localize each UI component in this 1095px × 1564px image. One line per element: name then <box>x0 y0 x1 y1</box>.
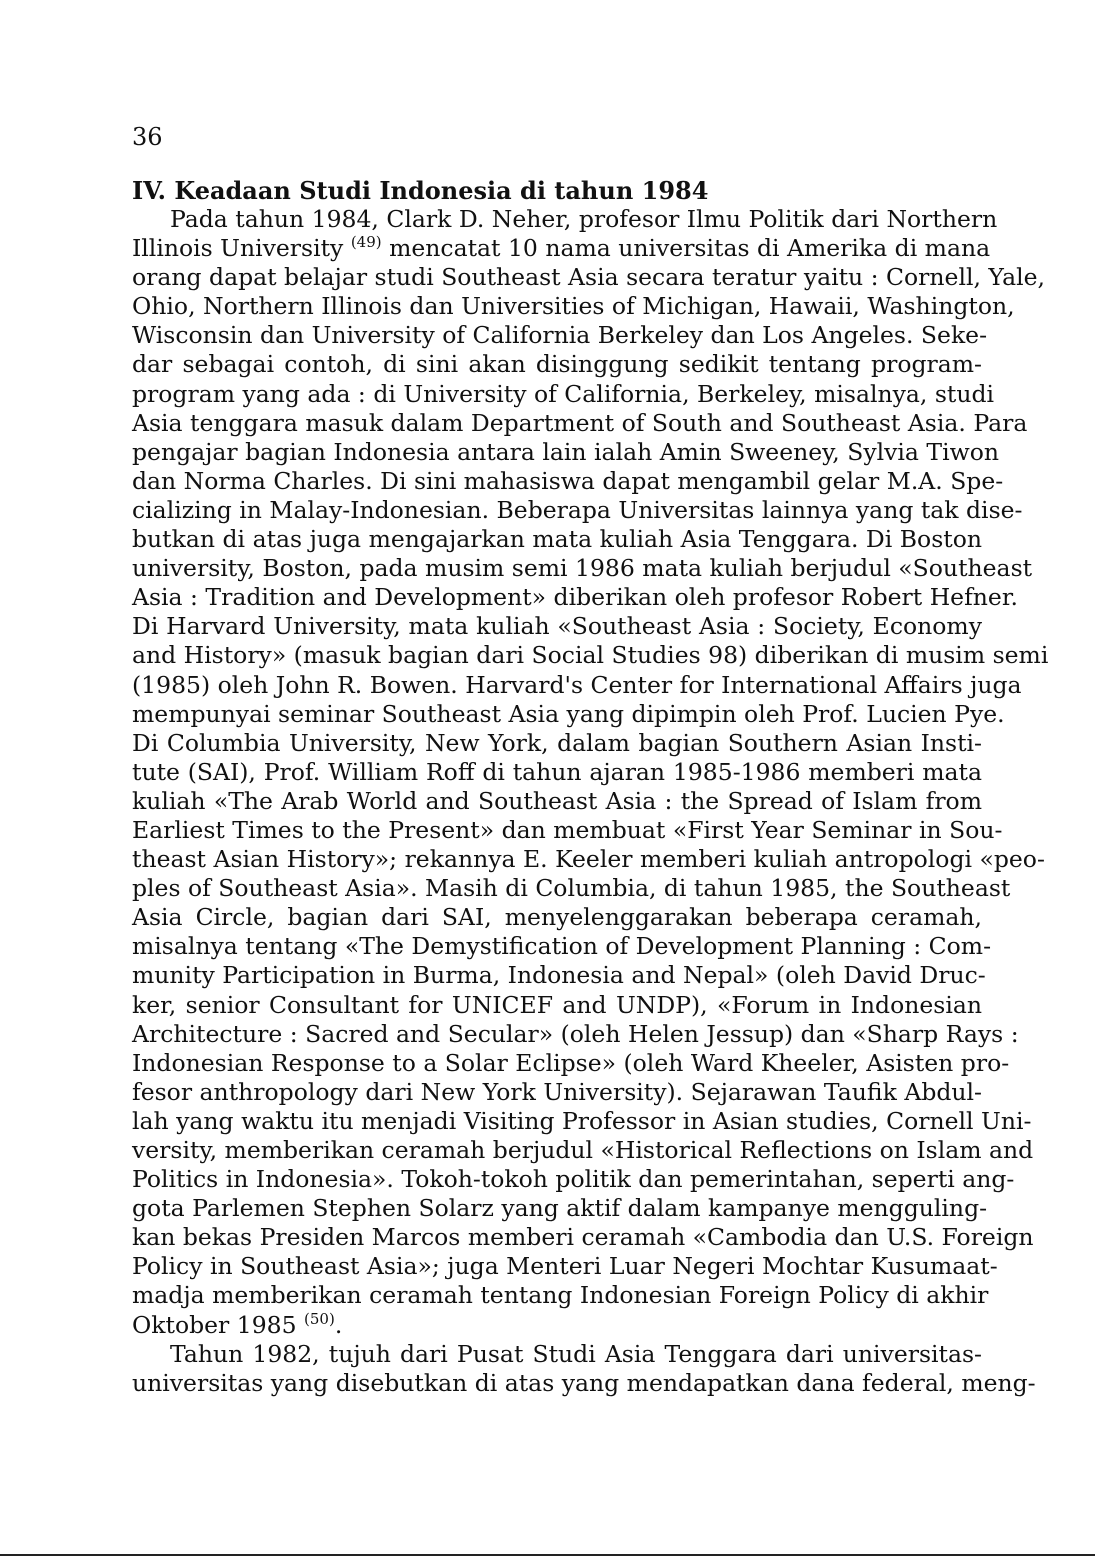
section-heading: IV. Keadaan Studi Indonesia di tahun 1984 <box>132 176 709 205</box>
text-line: Di Harvard University, mata kuliah «Southeast Asia : Society, Economy <box>132 612 982 641</box>
text-segment: Oktober 1985 <box>132 1310 305 1339</box>
text-segment: Illinois University <box>132 234 351 263</box>
text-line: fesor anthropology dari New York University). Sejarawan Taufik Abdul- <box>132 1077 982 1106</box>
text-line: universitas yang disebutkan di atas yang mendapatkan dana federal, meng- <box>132 1368 1036 1397</box>
text-line: theast Asian History»; rekannya E. Keeler memberi kuliah antropologi «peo- <box>132 845 1045 874</box>
text-line: university, Boston, pada musim semi 1986 mata kuliah berjudul «Southeast <box>132 554 1033 583</box>
text-line: versity, memberikan ceramah berjudul «Historical Reflections on Islam and <box>132 1136 1034 1164</box>
text-line: Earliest Times to the Present» dan membuat «First Year Seminar in Sou- <box>132 815 1003 844</box>
text-line: program yang ada : di University of California, Berkeley, misalnya, studi <box>132 379 995 408</box>
text-line: gota Parlemen Stephen Solarz yang aktif dalam kampanye mengguling- <box>132 1194 988 1223</box>
text-line: Wisconsin dan University of California Berkeley dan Los Angeles. Seke- <box>132 321 988 350</box>
page-content <box>132 176 1049 1398</box>
text-line: Policy in Southeast Asia»; juga Menteri Luar Negeri Mochtar Kusumaat- <box>132 1252 998 1281</box>
footnote-ref: (49) <box>350 233 382 252</box>
paragraph-2 <box>132 1339 1036 1398</box>
paragraph-1 <box>132 205 1049 1340</box>
text-line: Di Columbia University, New York, dalam bagian Southern Asian Insti- <box>132 728 982 757</box>
text-line: lah yang waktu itu menjadi Visiting Professor in Asian studies, Cornell Uni- <box>132 1106 1032 1135</box>
page-number: 36 <box>132 123 163 151</box>
text-line: Indonesian Response to a Solar Eclipse» (oleh Ward Kheeler, Asisten pro- <box>132 1048 1010 1077</box>
text-line: munity Participation in Burma, Indonesia and Nepal» (oleh David Druc- <box>132 961 986 990</box>
text-line: (1985) oleh John R. Bowen. Harvard's Center for International Affairs juga <box>132 670 1022 699</box>
text-line: tute (SAI), Prof. William Roff di tahun ajaran 1985-1986 memberi mata <box>132 757 982 786</box>
text-line: Ohio, Northern Illinois dan Universities of Michigan, Hawaii, Washington, <box>132 292 1015 321</box>
footnote-ref: (50) <box>304 1309 335 1328</box>
text-line <box>132 1311 982 1340</box>
text-line: madja memberikan ceramah tentang Indonesian Foreign Policy di akhir <box>132 1281 989 1310</box>
text-line: dar sebagai contoh, di sini akan disinggung sedikit tentang program- <box>132 350 982 379</box>
text-line: misalnya tentang «The Demystification of Development Planning : Com- <box>132 932 992 961</box>
text-line: Asia Circle, bagian dari SAI, menyelenggarakan beberapa ceramah, <box>132 903 982 932</box>
text-line: ples of Southeast Asia». Masih di Columbia, di tahun 1985, the Southeast <box>132 874 1011 903</box>
text-line: dan Norma Charles. Di sini mahasiswa dapat mengambil gelar M.A. Spe- <box>132 466 1004 495</box>
text-segment: . <box>334 1310 343 1339</box>
page-bottom-rule <box>0 1554 1095 1556</box>
text-line: and History» (masuk bagian dari Social Studies 98) diberikan di musim semi <box>132 641 1049 670</box>
text-line: ker, senior Consultant for UNICEF and UNDP), «Forum in Indonesian <box>132 990 982 1019</box>
text-line: Pada tahun 1984, Clark D. Neher, profesor Ilmu Politik dari Northern <box>170 205 998 233</box>
text-line: cializing in Malay-Indonesian. Beberapa Universitas lainnya yang tak dise- <box>132 495 1023 524</box>
text-line: Architecture : Sacred and Secular» (oleh Helen Jessup) dan «Sharp Rays : <box>132 1019 1019 1048</box>
text-line <box>132 233 991 263</box>
text-line: mempunyai seminar Southeast Asia yang dipimpin oleh Prof. Lucien Pye. <box>132 699 1005 728</box>
text-line: orang dapat belajar studi Southeast Asia secara teratur yaitu : Cornell, Yale, <box>132 263 1046 292</box>
text-segment: mencatat 10 nama universitas di Amerika di mana <box>381 234 991 263</box>
text-line: pengajar bagian Indonesia antara lain ialah Amin Sweeney, Sylvia Tiwon <box>132 437 999 466</box>
text-line: Asia tenggara masuk dalam Department of South and Southeast Asia. Para <box>132 408 1028 437</box>
text-line: Politics in Indonesia». Tokoh-tokoh politik dan pemerintahan, seperti ang- <box>132 1165 1015 1194</box>
text-line: butkan di atas juga mengajarkan mata kuliah Asia Tenggara. Di Boston <box>132 525 982 554</box>
text-line: Asia : Tradition and Development» diberikan oleh profesor Robert Hefner. <box>132 583 1018 612</box>
text-line: kan bekas Presiden Marcos memberi ceramah «Cambodia dan U.S. Foreign <box>132 1223 1034 1252</box>
text-line: Tahun 1982, tujuh dari Pusat Studi Asia Tenggara dari universitas- <box>170 1339 982 1368</box>
text-line: kuliah «The Arab World and Southeast Asia : the Spread of Islam from <box>132 786 982 815</box>
